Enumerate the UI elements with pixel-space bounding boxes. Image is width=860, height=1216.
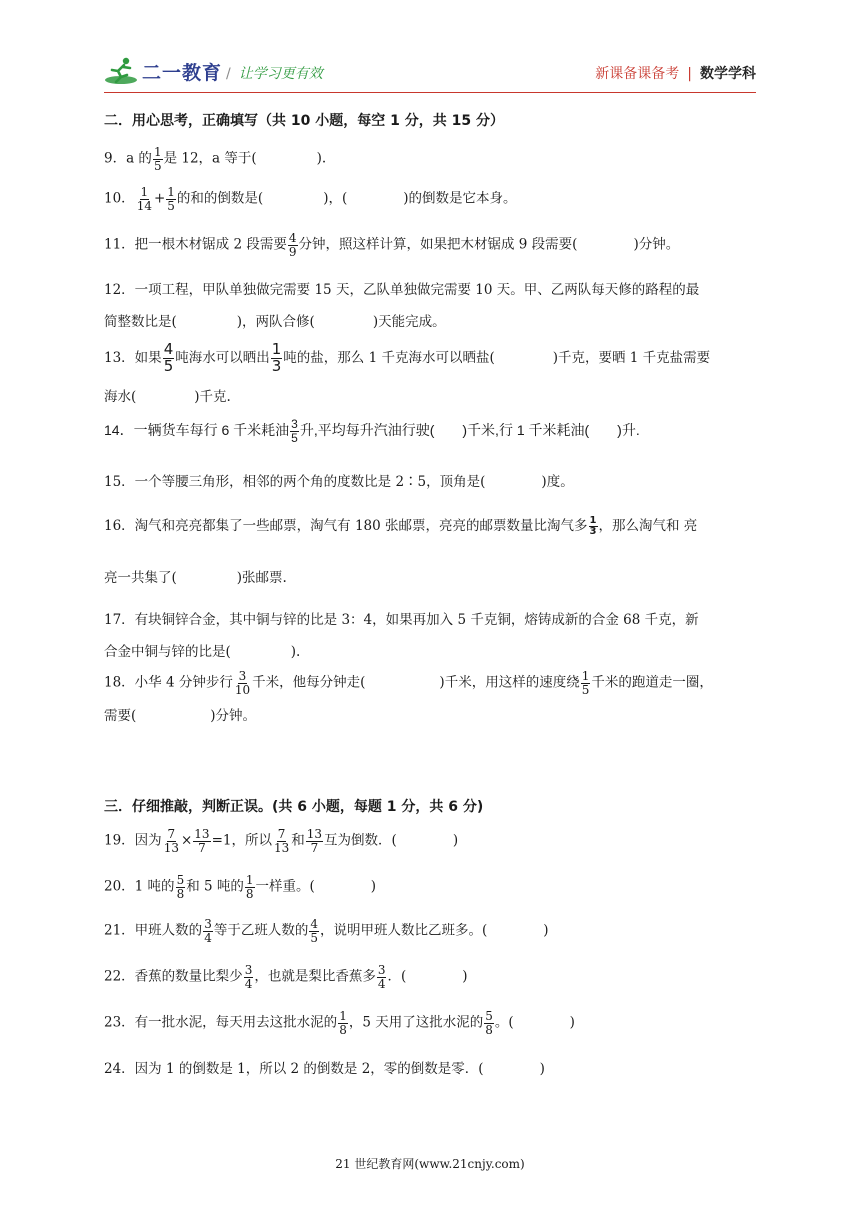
question-14: 14．一辆货车每行 6 千米耗油 $\frac{3}{5}$ 升,平均每升汽油行驶( )千米,行 1 千米耗油( )升. xyxy=(104,417,640,445)
slogan: / 让学习更有效 xyxy=(226,66,323,82)
question-19: 19．因为 $\frac{7}{13}$ × $\frac{13}{7}$ =1，所以 $\frac{7}{13}$ 和 $\frac{13}{7}$ 互为倒数．( ) xyxy=(104,827,459,855)
logo xyxy=(104,56,222,86)
running-person-icon xyxy=(104,56,138,86)
slogan-text: 让学习更有效 xyxy=(238,66,323,82)
question-13: 13．如果 $\frac{4}{5}$ 吨海水可以晒出 $\frac{1}{3}$ 吨的盐，那么 1 千克海水可以晒盐( )千克，要晒 1 千克盐需要 海水( )千克. xyxy=(104,340,711,405)
question-11: 11．把一根木材锯成 2 段需要 $\frac{4}{9}$ 分钟，照这样计算，如果把木材锯成 9 段需要( )分钟。 xyxy=(104,231,680,259)
logo-text: 二一教育 xyxy=(142,61,223,84)
question-21: 21．甲班人数的 $\frac{3}{4}$ 等于乙班人数的 $\frac{4}{5}$ ，说明甲班人数比乙班多。( ) xyxy=(104,917,549,945)
question-18: 18．小华 4 分钟步行 $\frac{3}{10}$ 千米，他每分钟走( )千米，用这样的速度绕 $\frac{1}{5}$ 千米的跑道走一圈， 需要( )分钟。 xyxy=(104,669,713,725)
question-15: 15．一个等腰三角形，相邻的两个角的度数比是 2∶5，顶角是( )度。 xyxy=(104,474,574,490)
page-header xyxy=(104,54,756,94)
header-right: 新课备课备考 | 数学学科 xyxy=(595,66,756,82)
question-9: 9．a 的 $\frac{1}{5}$ 是 12，a 等于( ). xyxy=(104,145,327,173)
header-subject-label: 数学学科 xyxy=(700,66,756,82)
header-course-label: 新课备课备考 xyxy=(595,66,680,82)
question-24: 24．因为 1 的倒数是 1，所以 2 的倒数是 2，零的倒数是零．( ) xyxy=(104,1061,545,1077)
question-17: 17．有块铜锌合金，其中铜与锌的比是 3：4，如果再加入 5 千克铜，熔铸成新的合金 68 千克，新 合金中铜与锌的比是( ). xyxy=(104,612,699,660)
section2-title: 二．用心思考，正确填写（共 10 小题，每空 1 分，共 15 分） xyxy=(104,113,504,129)
section3-title: 三．仔细推敲，判断正误。(共 6 小题，每题 1 分，共 6 分) xyxy=(104,799,484,815)
header-divider xyxy=(104,92,756,93)
question-10: 10． $\frac{1}{14}$ + $\frac{1}{5}$ 的和的倒数是( )，( )的倒数是它本身。 xyxy=(104,185,517,213)
fraction: $\frac{1}{5}$ xyxy=(153,145,162,173)
page-footer: 21 世纪教育网(www.21cnjy.com) xyxy=(335,1157,525,1171)
question-20: 20．1 吨的 $\frac{5}{8}$ 和 5 吨的 $\frac{1}{8}$ 一样重。( ) xyxy=(104,873,377,901)
question-23: 23．有一批水泥，每天用去这批水泥的 $\frac{1}{8}$ ，5 天用了这批水泥的 $\frac{5}{8}$ 。( ) xyxy=(104,1009,575,1037)
question-22: 22．香蕉的数量比梨少 $\frac{3}{4}$ ，也就是梨比香蕉多 $\frac{3}{4}$ ．( ) xyxy=(104,963,468,991)
question-16: 16．淘气和亮亮都集了一些邮票，淘气有 180 张邮票，亮亮的邮票数量比淘气多 $\frac{1}{3}$ ，那么淘气和 亮 亮一共集了( )张邮票. xyxy=(104,514,698,586)
question-12: 12．一项工程，甲队单独做完需要 15 天，乙队单独做完需要 10 天。甲、乙两队每天修的路程的最 简整数比是( )，两队合修( )天能完成。 xyxy=(104,282,700,330)
